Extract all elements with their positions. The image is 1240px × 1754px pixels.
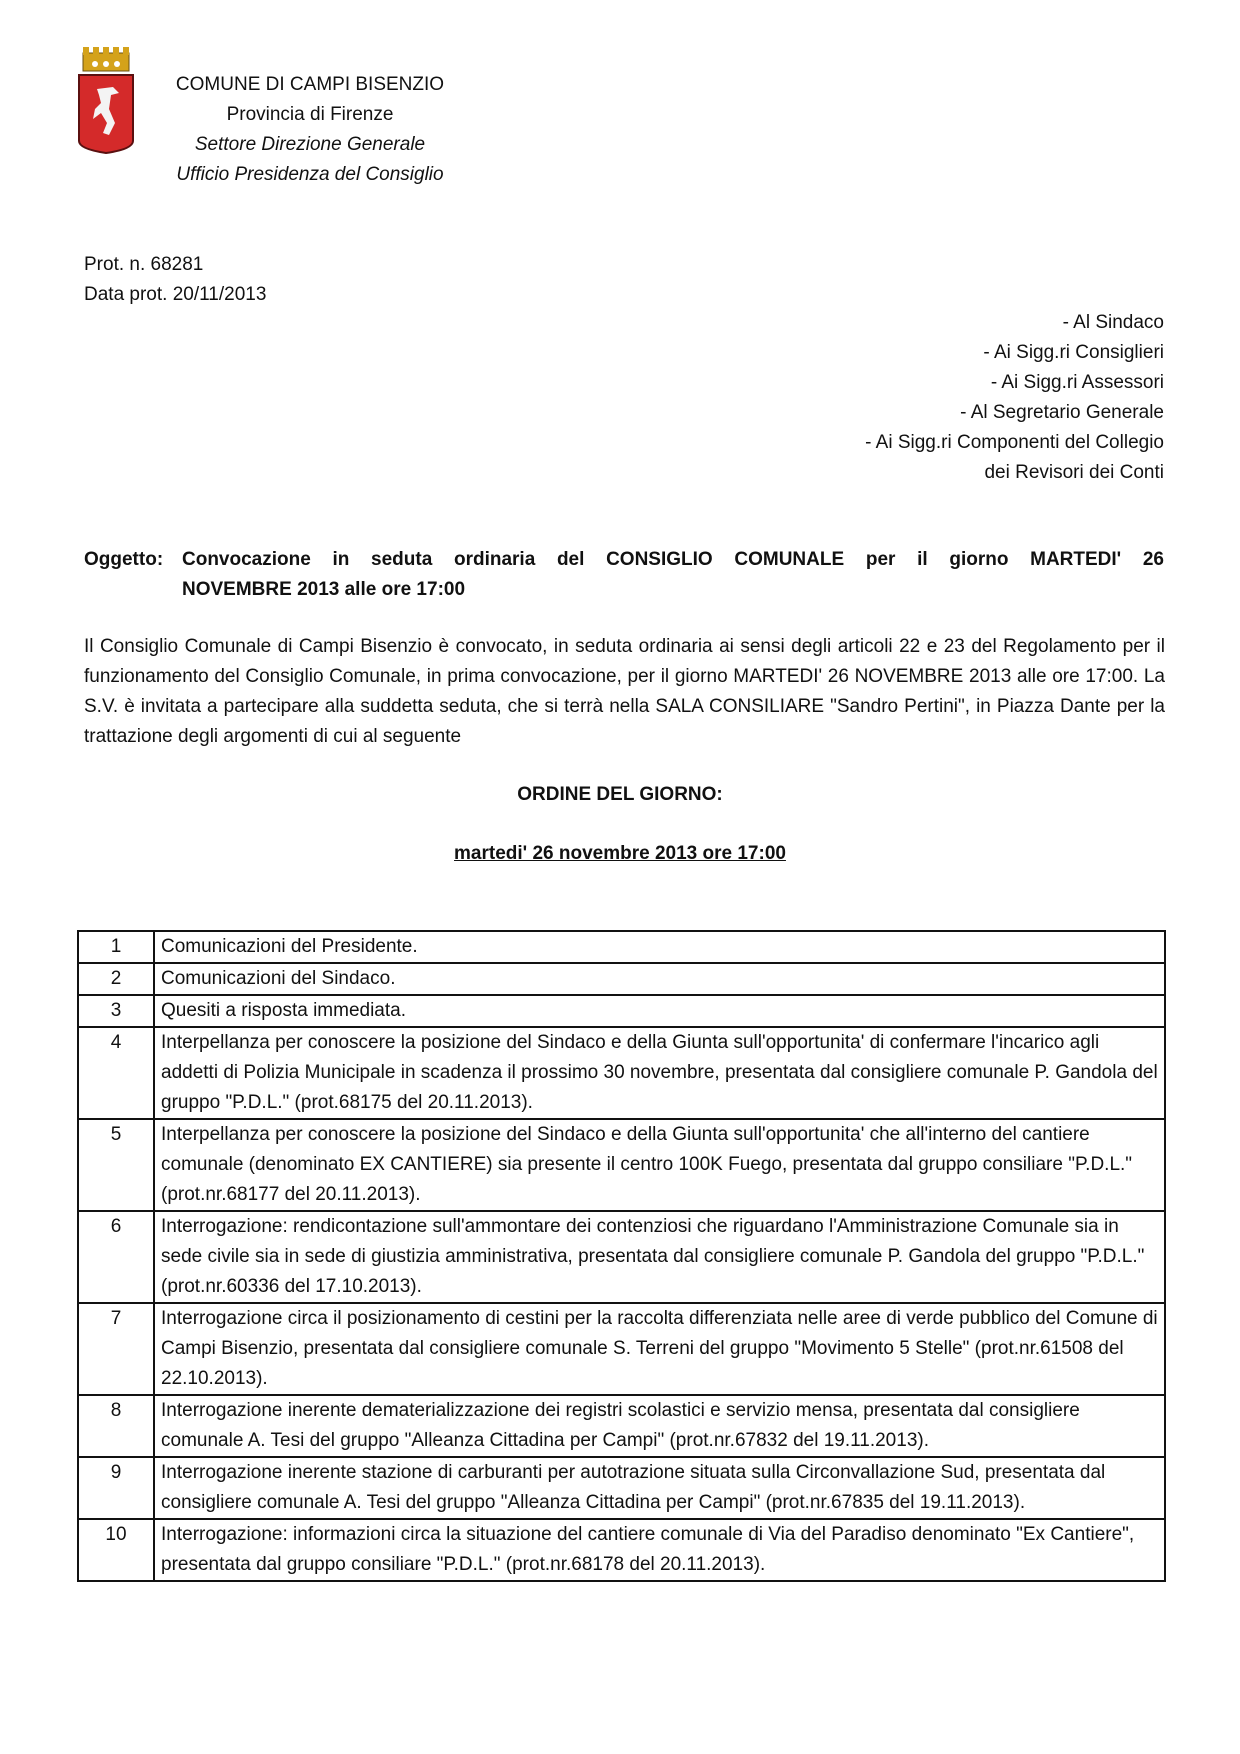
recipient: dei Revisori dei Conti <box>984 462 1164 483</box>
agenda-row <box>78 1119 1165 1211</box>
agenda-item-text: Interrogazione: informazioni circa la situazione del cantiere comunale di Via del Paradiso denominato "Ex Cantiere", presentata dal gruppo consiliare "P.D.L." (prot.nr.68178 del 20.11.2013). <box>154 1519 1165 1581</box>
agenda-item-number: 5 <box>78 1119 154 1211</box>
agenda-item-number: 9 <box>78 1457 154 1519</box>
shield-icon <box>79 75 133 153</box>
agenda-item-number: 1 <box>78 931 154 963</box>
agenda-item-text: Interrogazione inerente stazione di carburanti per autotrazione situata sulla Circonvallazione Sud, presentata dal consigliere comunale A. Tesi del gruppo "Alleanza Cittadina per Campi" (prot.nr.67835 del 19.11.2013). <box>154 1457 1165 1519</box>
municipality-name: COMUNE DI CAMPI BISENZIO <box>175 74 445 95</box>
recipient: - Ai Sigg.ri Componenti del Collegio <box>865 432 1164 453</box>
agenda-item-text: Interrogazione inerente dematerializzazione dei registri scolastici e servizio mensa, presentata dal consigliere comunale A. Tesi del gruppo "Alleanza Cittadina per Campi" (prot.nr.67832 del 19.11.2013). <box>154 1395 1165 1457</box>
agenda-item-text: Quesiti a risposta immediata. <box>154 995 1165 1027</box>
protocol-date: Data prot. 20/11/2013 <box>84 284 267 305</box>
department-name: Settore Direzione Generale <box>194 134 426 155</box>
agenda-date: martedi' 26 novembre 2013 ore 17:00 <box>454 843 786 864</box>
coat-of-arms-logo <box>75 45 137 157</box>
subject-line-1: Convocazione in seduta ordinaria del CONSIGLIO COMUNALE per il giorno MARTEDI' 26 <box>182 549 1164 570</box>
agenda-item-number: 8 <box>78 1395 154 1457</box>
agenda-item-text: Interrogazione circa il posizionamento di cestini per la raccolta differenziata nelle aree di verde pubblico del Comune di Campi Bisenzio, presentata dal consigliere comunale S. Terreni del gruppo "Movimento 5 Stelle" (prot.nr.61508 del 22.10.2013). <box>154 1303 1165 1395</box>
crown-icon <box>83 47 129 71</box>
agenda-row <box>78 1027 1165 1119</box>
convocation-paragraph: Il Consiglio Comunale di Campi Bisenzio è convocato, in seduta ordinaria ai sensi degli articoli 22 e 23 del Regolamento per il funzionamento del Consiglio Comunale, in prima convocazione, per il giorno MARTEDI' 26 NOVEMBRE 2013 alle ore 17:00. La S.V. è invitata a partecipare alla suddetta seduta, che si terrà nella SALA CONSILIARE "Sandro Pertini", in Piazza Dante per la trattazione degli argomenti di cui al seguente <box>84 636 1165 747</box>
subject-block <box>84 545 1164 605</box>
agenda-row <box>78 1211 1165 1303</box>
agenda-row <box>78 1519 1165 1581</box>
agenda-row <box>78 931 1165 963</box>
agenda-item-number: 4 <box>78 1027 154 1119</box>
agenda-item-text: Comunicazioni del Sindaco. <box>154 963 1165 995</box>
agenda-item-text: Interpellanza per conoscere la posizione del Sindaco e della Giunta sull'opportunita' di confermare l'incarico agli addetti di Polizia Municipale in scadenza il prossimo 30 novembre, presentata dal consigliere comunale P. Gandola del gruppo "P.D.L." (prot.68175 del 20.11.2013). <box>154 1027 1165 1119</box>
recipient: - Ai Sigg.ri Consiglieri <box>983 342 1164 363</box>
office-name: Ufficio Presidenza del Consiglio <box>176 164 444 185</box>
protocol-block <box>84 250 266 310</box>
agenda-item-number: 10 <box>78 1519 154 1581</box>
agenda-item-text: Comunicazioni del Presidente. <box>154 931 1165 963</box>
subject-label: Oggetto: <box>84 549 164 570</box>
recipient: - Al Segretario Generale <box>960 402 1164 423</box>
subject-line-2: NOVEMBRE 2013 alle ore 17:00 <box>182 579 466 600</box>
agenda-item-number: 7 <box>78 1303 154 1395</box>
agenda-item-number: 2 <box>78 963 154 995</box>
agenda-row <box>78 1457 1165 1519</box>
province-name: Provincia di Firenze <box>226 104 394 125</box>
agenda-title: ORDINE DEL GIORNO: <box>517 784 723 805</box>
agenda-item-number: 6 <box>78 1211 154 1303</box>
letterhead <box>148 70 472 190</box>
agenda-row <box>78 1303 1165 1395</box>
recipient: - Ai Sigg.ri Assessori <box>990 372 1164 393</box>
recipient: - Al Sindaco <box>1062 312 1164 333</box>
agenda-table <box>77 930 1166 1582</box>
agenda-item-number: 3 <box>78 995 154 1027</box>
agenda-row <box>78 1395 1165 1457</box>
agenda-item-text: Interrogazione: rendicontazione sull'ammontare dei contenziosi che riguardano l'Amministrazione Comunale sia in sede civile sia in sede di giustizia amministrativa, presentata dal consigliere comunale P. Gandola del gruppo "P.D.L." (prot.nr.60336 del 17.10.2013). <box>154 1211 1165 1303</box>
agenda-row <box>78 995 1165 1027</box>
agenda-item-text: Interpellanza per conoscere la posizione del Sindaco e della Giunta sull'opportunita' che all'interno del cantiere comunale (denominato EX CANTIERE) sia presente il centro 100K Fuego, presentata dal gruppo consiliare "P.D.L." (prot.nr.68177 del 20.11.2013). <box>154 1119 1165 1211</box>
recipients-list <box>865 308 1164 488</box>
protocol-number: Prot. n. 68281 <box>84 254 204 275</box>
agenda-row <box>78 963 1165 995</box>
